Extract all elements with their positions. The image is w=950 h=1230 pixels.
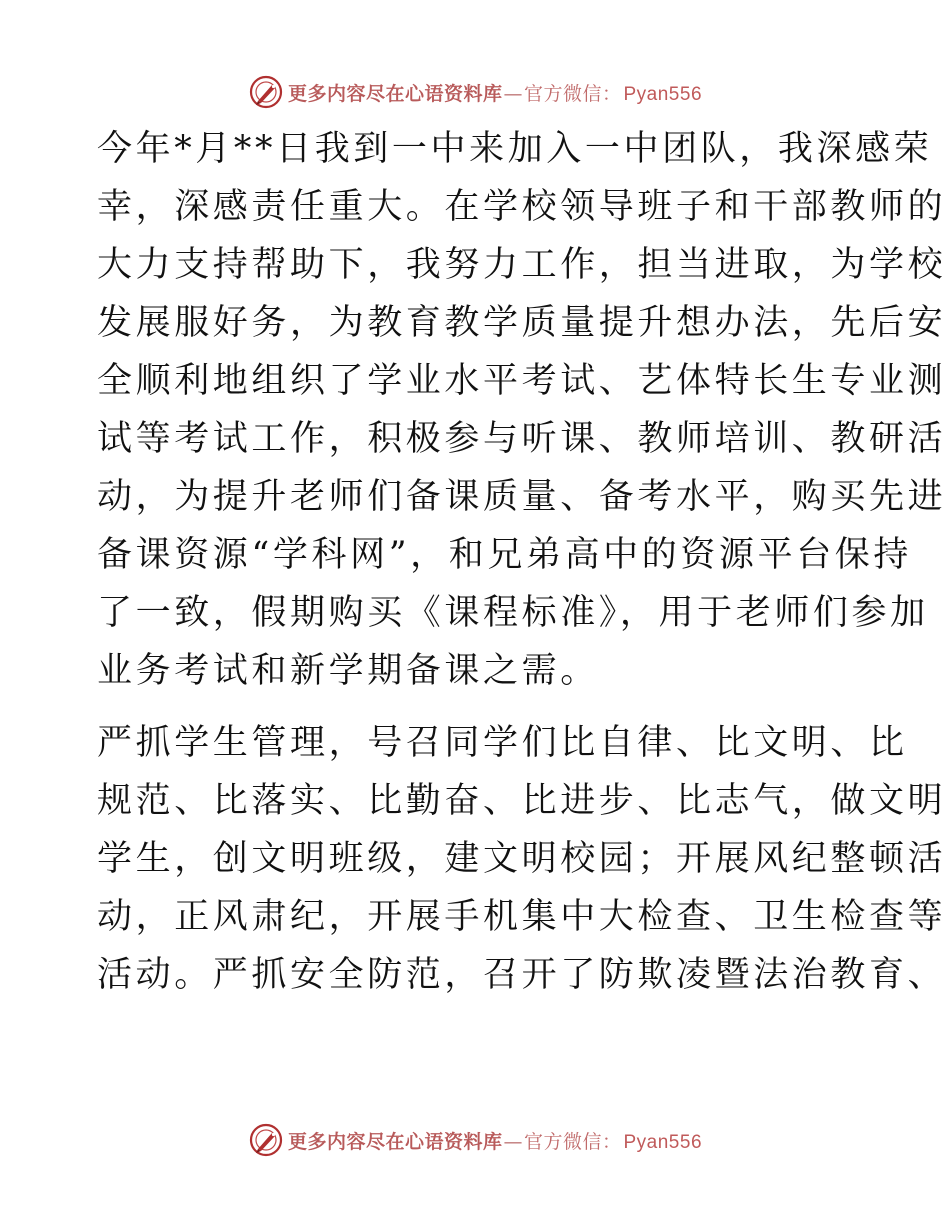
- header-account-id: Pyan556: [623, 83, 703, 105]
- paragraph-line: 规范、比落实、比勤奋、比进步、比志气，做文明: [97, 781, 947, 821]
- header-wechat-label: 官方微信：: [523, 82, 622, 105]
- paragraph-line: 动，正风肃纪，开展手机集中大检查、卫生检查等: [97, 897, 947, 937]
- pen-logo-icon: [248, 74, 284, 110]
- footer-account-id: Pyan556: [623, 1131, 703, 1153]
- paragraph-line: 幸，深感责任重大。在学校领导班子和干部教师的: [97, 187, 947, 227]
- footer-wechat-label: 官方微信：: [523, 1130, 622, 1153]
- paragraph-line: 学生，创文明班级，建文明校园；开展风纪整顿活: [97, 839, 947, 879]
- paragraph-line: 全顺利地组织了学业水平考试、艺体特长生专业测: [97, 361, 947, 401]
- footer-banner-text: [288, 1127, 702, 1154]
- paragraph-line: 动，为提升老师们备课质量、备考水平，购买先进: [97, 477, 947, 517]
- header-separator: —: [503, 82, 523, 105]
- document-body: [97, 120, 947, 1004]
- paragraph-line: 今年*月**日我到一中来加入一中团队，我深感荣: [97, 129, 933, 169]
- paragraph-line: 严抓学生管理，号召同学们比自律、比文明、比: [97, 723, 908, 763]
- paragraph-line: 活动。严抓安全防范，召开了防欺凌暨法治教育、: [97, 955, 947, 995]
- pen-logo-icon: [248, 1122, 284, 1158]
- paragraph-line: 发展服好务，为教育教学质量提升想办法，先后安: [97, 303, 947, 343]
- paragraph-2: [97, 714, 947, 1004]
- paragraph-line: 业务考试和新学期备课之需。: [97, 651, 599, 691]
- paragraph-line: 备课资源“学科网”，和兄弟高中的资源平台保持: [97, 535, 912, 575]
- footer-brand-text: 更多内容尽在心语资料库: [287, 1130, 503, 1153]
- paragraph-line: 大力支持帮助下，我努力工作，担当进取，为学校: [97, 245, 947, 285]
- footer-separator: —: [503, 1130, 523, 1153]
- header-banner-text: [288, 79, 702, 106]
- header-watermark-banner: [0, 72, 950, 112]
- header-brand-text: 更多内容尽在心语资料库: [287, 82, 503, 105]
- footer-watermark-banner: [0, 1120, 950, 1160]
- paragraph-line: 试等考试工作，积极参与听课、教师培训、教研活: [97, 419, 947, 459]
- paragraph-1: [97, 120, 947, 700]
- paragraph-line: 了一致，假期购买《课程标准》，用于老师们参加: [97, 593, 929, 633]
